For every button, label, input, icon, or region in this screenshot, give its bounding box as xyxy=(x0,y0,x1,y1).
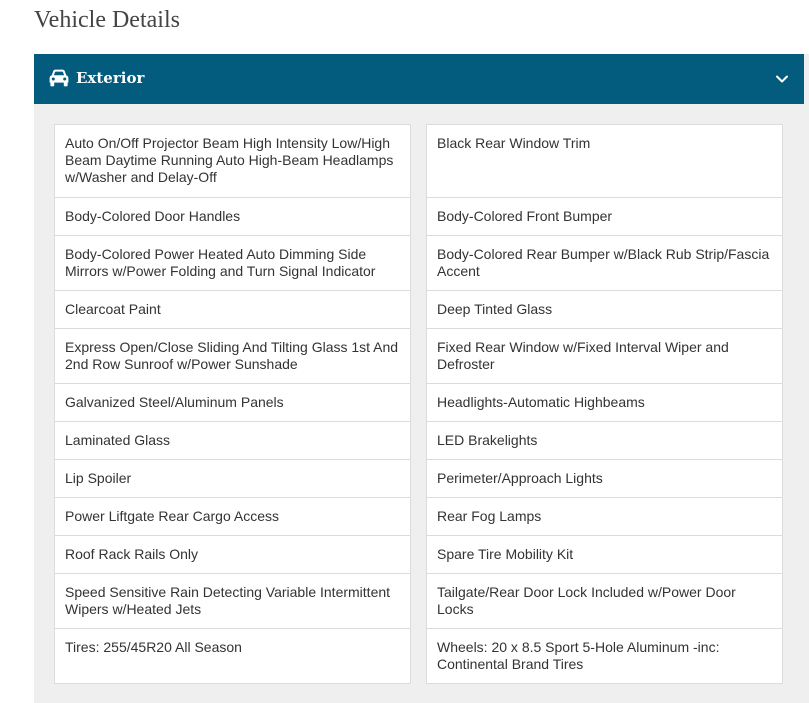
feature-list-right xyxy=(426,124,783,684)
feature-item: Body-Colored Front Bumper xyxy=(427,197,782,235)
feature-item: Fixed Rear Window w/Fixed Interval Wiper and Defroster xyxy=(427,328,782,383)
feature-item: Headlights-Automatic Highbeams xyxy=(427,383,782,421)
feature-list-left xyxy=(54,124,411,684)
exterior-section-header[interactable] xyxy=(34,54,804,104)
feature-item: Rear Fog Lamps xyxy=(427,497,782,535)
feature-item: Body-Colored Power Heated Auto Dimming Side Mirrors w/Power Folding and Turn Signal Indicator xyxy=(55,235,410,290)
feature-item: Deep Tinted Glass xyxy=(427,290,782,328)
feature-item: Body-Colored Rear Bumper w/Black Rub Strip/Fascia Accent xyxy=(427,235,782,290)
feature-item: Lip Spoiler xyxy=(55,459,410,497)
feature-item: Auto On/Off Projector Beam High Intensity Low/High Beam Daytime Running Auto High-Beam Headlamps w/Washer and Delay-Off xyxy=(65,135,394,185)
page-title: Vehicle Details xyxy=(34,7,180,33)
feature-item: Express Open/Close Sliding And Tilting Glass 1st And 2nd Row Sunroof w/Power Sunshade xyxy=(55,328,410,383)
feature-item: LED Brakelights xyxy=(427,421,782,459)
chevron-down-icon[interactable] xyxy=(775,73,789,85)
feature-item: Wheels: 20 x 8.5 Sport 5-Hole Aluminum -inc: Continental Brand Tires xyxy=(427,628,782,683)
section-title: Exterior xyxy=(76,69,145,87)
feature-item: Tailgate/Rear Door Lock Included w/Power Door Locks xyxy=(427,573,782,628)
exterior-section xyxy=(34,54,809,703)
feature-item: Spare Tire Mobility Kit xyxy=(427,535,782,573)
feature-item: Laminated Glass xyxy=(55,421,410,459)
feature-item: Black Rear Window Trim xyxy=(437,135,591,151)
feature-item: Power Liftgate Rear Cargo Access xyxy=(55,497,410,535)
feature-item: Galvanized Steel/Aluminum Panels xyxy=(55,383,410,421)
feature-item: Body-Colored Door Handles xyxy=(55,197,410,235)
feature-item: Tires: 255/45R20 All Season xyxy=(55,628,410,683)
feature-item: Roof Rack Rails Only xyxy=(55,535,410,573)
feature-item: Perimeter/Approach Lights xyxy=(427,459,782,497)
feature-item: Speed Sensitive Rain Detecting Variable Intermittent Wipers w/Heated Jets xyxy=(55,573,410,628)
feature-item: Clearcoat Paint xyxy=(55,290,410,328)
car-icon xyxy=(49,69,69,87)
